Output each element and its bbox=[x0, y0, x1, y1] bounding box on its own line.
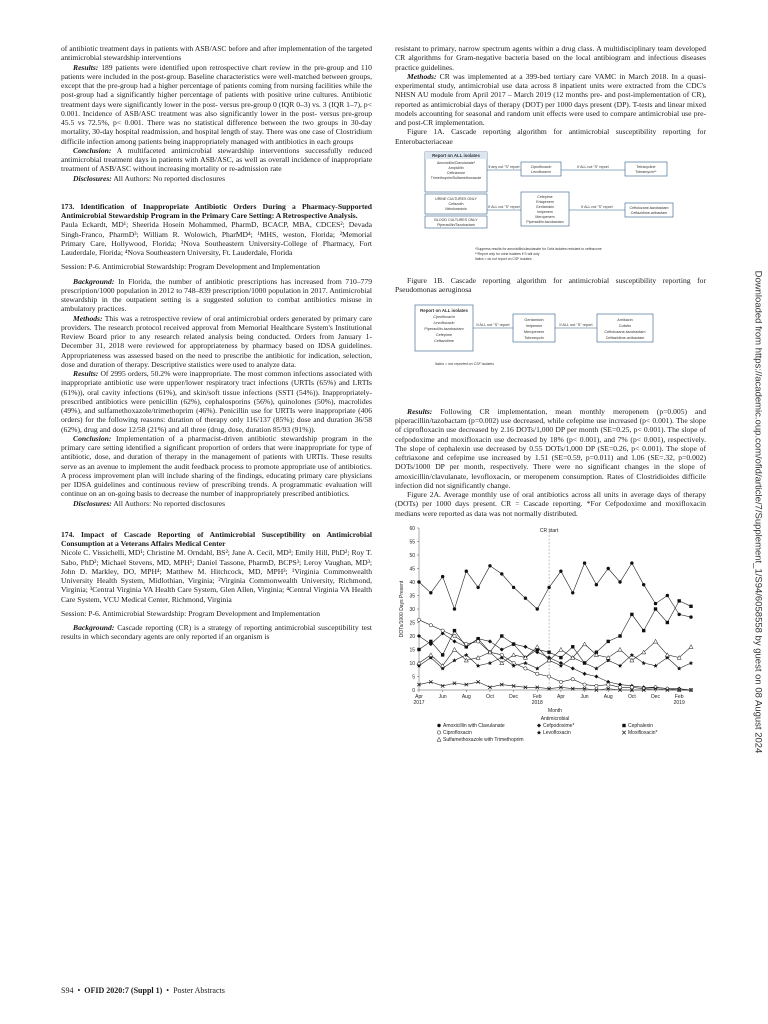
chart-point bbox=[653, 639, 657, 643]
abstract-173-title: 173. Identification of Inappropriate Antibiotic Orders During a Pharmacy-Supported Antimicrobial Stewardship Program in the Primary Care Setting: A Retrospective Analysis. bbox=[61, 201, 372, 220]
chart-point bbox=[437, 737, 441, 741]
chart-y-tick-label: 10 bbox=[409, 660, 415, 667]
chart-x-tick-year: 2018 bbox=[531, 699, 543, 706]
right-column bbox=[395, 44, 706, 758]
chart-point bbox=[429, 653, 433, 657]
abstract-173-background: Background: In Florida, the number of antibiotic prescriptions has increased from 710–779 prescription/1000 population in 2012 to 748–839 prescription/1000 population in 2017. Antimicrobial stewardship in the outpatient setting is a suggested solution to combat antibiotics misuse in ambulatory practices. bbox=[61, 276, 372, 314]
chart-point bbox=[488, 564, 491, 567]
figure-2a bbox=[395, 522, 706, 752]
chart-annotation-label: CR start bbox=[539, 527, 559, 534]
fig1a-mid2-line: Ertapenem bbox=[536, 199, 554, 204]
chart-point bbox=[666, 621, 669, 624]
chart-x-tick-label: Aug bbox=[461, 693, 471, 700]
chart-series-line bbox=[419, 633, 691, 690]
fig1b-end-line: Ceftazidime-avibactam bbox=[605, 335, 645, 340]
chart-point bbox=[677, 612, 680, 615]
fig1b-box-line: Cefepime bbox=[435, 332, 453, 337]
chart-point bbox=[500, 572, 503, 575]
chart-x-tick-label: Aug bbox=[603, 693, 613, 700]
chart-point bbox=[689, 615, 692, 618]
fig1a-footnote: Italics = do not report on CSF isolates bbox=[475, 256, 532, 261]
chart-y-tick-label: 0 bbox=[412, 687, 415, 694]
fig1b-mid-line: Gentamicin bbox=[524, 317, 544, 322]
chart-point bbox=[607, 639, 610, 642]
chart-y-tick-label: 30 bbox=[409, 606, 415, 613]
fig1b-mid-line: Meropenem bbox=[523, 329, 545, 334]
fig1b-box-line: Ciprofloxacin bbox=[433, 314, 455, 319]
chart-series-line bbox=[419, 563, 691, 617]
fig1b-end-line: Ceftolozane-tazobactam bbox=[604, 329, 646, 334]
chart-point bbox=[654, 602, 657, 605]
left-column bbox=[61, 44, 372, 642]
chart-point bbox=[500, 647, 504, 651]
chart-point bbox=[666, 594, 669, 597]
chart-point bbox=[429, 623, 432, 626]
fig1b-mid-line: Tobramycin bbox=[524, 335, 544, 340]
chart-point bbox=[441, 575, 444, 578]
chart-series-line bbox=[419, 641, 691, 665]
chart-point bbox=[453, 607, 456, 610]
fig1b-end-line: Amikacin bbox=[617, 317, 633, 322]
chart-y-tick-label: 40 bbox=[409, 579, 415, 586]
chart-y-tick-label: 60 bbox=[409, 525, 415, 532]
chart-point bbox=[583, 672, 587, 676]
chart-point bbox=[654, 607, 657, 610]
carry-background: resistant to primary, narrow spectrum agents within a drug class. A multidisciplinary team developed CR algorithms for Gram-negative bacteria based on the local antibiogram and infectious diseases practice guidelines. bbox=[395, 44, 706, 72]
abstract-173-authors: Paula Eckardt, MD¹; Sheerida Hosein Mohammed, PharmD, BCACP, MBA, CDCES²; Devada Singh-Franco, PharmD³; William R. Wolowich, PharMD⁴; ¹MHS, weston, Florida; ²Memorial Primary Care, Hollywood, Florida; ³Nova Southeastern University-College of Pharmacy, Fort Lauderdale, Florida; ⁴Nova Southeastern University, Ft. Lauderdale, Florida bbox=[61, 220, 372, 257]
fig1a-box1-line: Amoxicillin/Clavulanate* bbox=[436, 160, 476, 165]
abstract-174-methods: Methods: CR was implemented at a 399-bed tertiary care VAMC in March 2018. In a quasi-experimental study, antimicrobial use data across 8 inpatient units were extracted from the CDC's NHSN AU module from April 2017 – March 2019 (12 months pre- and post-implementation of CR), reported as antimicrobial days of therapy (DOT) per 1000 days present (DP). T-tests and linear mixed models accounting for seasonal and random unit effects were used to compare antimicrobial use pre- and post-CR implementation. bbox=[395, 71, 706, 127]
chart-point bbox=[512, 653, 516, 657]
fig1b-box-line: Ceftazidime bbox=[433, 338, 455, 343]
fig1a-arrow-1-label: If any not "S" report bbox=[488, 164, 520, 169]
chart-point bbox=[453, 634, 456, 637]
chart-point bbox=[583, 561, 586, 564]
chart-x-tick-label: Oct bbox=[486, 693, 494, 700]
figure-1a bbox=[395, 150, 706, 270]
chart-point bbox=[571, 666, 575, 670]
chart-point bbox=[417, 648, 420, 651]
page-number: S94 bbox=[61, 986, 74, 995]
chart-legend-label: Moxifloxacin* bbox=[628, 729, 658, 736]
chart-point bbox=[641, 661, 645, 665]
fig1a-arrow-3-label: If ALL not "S" report bbox=[488, 204, 520, 209]
download-watermark: Downloaded from https://academic.oup.com/ofid/article/7/Supplement_1/S94/6058558 by guest on 08 August 2024 bbox=[752, 270, 764, 754]
chart-point bbox=[583, 683, 586, 686]
figure-1b-diagram bbox=[395, 299, 706, 399]
chart-point bbox=[594, 666, 598, 670]
chart-x-tick-year: 2017 bbox=[413, 699, 425, 706]
fig1a-end2-line: Ceftazidime-avibactam bbox=[630, 210, 668, 215]
chart-legend-label: Cephalexin bbox=[628, 722, 654, 729]
fig1a-footnote: **Report only for urine isolates if S will only bbox=[475, 251, 540, 256]
chart-point bbox=[689, 661, 693, 665]
chart-point bbox=[618, 647, 622, 651]
chart-point bbox=[417, 618, 420, 621]
chart-point bbox=[488, 661, 492, 665]
fig1a-box1-line: Trimethoprim/Sulfamethoxazole bbox=[430, 175, 482, 180]
fig1a-mid2-line: Piperacillin-tazobactam bbox=[526, 219, 564, 224]
abstract-173-session: Session: P-6. Antimicrobial Stewardship: Program Development and Implementation bbox=[61, 262, 320, 272]
carry-top-text: of antibiotic treatment days in patients with ASB/ASC before and after implementation of the targeted antimicrobial stewardship interventions bbox=[61, 44, 372, 63]
chart-y-tick-label: 35 bbox=[409, 593, 415, 600]
chart-point bbox=[523, 645, 527, 649]
fig1b-box-line: Piperacillin-tazobactam bbox=[424, 326, 464, 331]
figure-2a-line-chart bbox=[395, 522, 706, 750]
chart-legend-label: Amoxicillin with Clavulanate bbox=[443, 722, 505, 729]
chart-point bbox=[452, 639, 456, 643]
fig1b-box-line: Report on ALL isolates bbox=[420, 307, 468, 313]
chart-y-tick-label: 20 bbox=[409, 633, 415, 640]
chart-x-axis-label: Month bbox=[548, 707, 562, 714]
chart-point bbox=[429, 591, 432, 594]
chart-point bbox=[594, 674, 598, 678]
chart-point bbox=[559, 680, 562, 683]
chart-point bbox=[642, 629, 645, 632]
chart-x-tick-label: Feb bbox=[674, 693, 684, 700]
chart-point bbox=[500, 634, 503, 637]
chart-point bbox=[689, 604, 692, 607]
fig1a-box3-line: BLOOD CULTURES ONLY bbox=[434, 217, 478, 222]
chart-point bbox=[524, 666, 527, 669]
fig1b-mid-line: Imipenem bbox=[525, 323, 543, 328]
chart-series-line bbox=[419, 601, 691, 663]
fig1a-box1-line: Ceftriaxone bbox=[446, 170, 466, 175]
abstract-174-background: Background: Cascade reporting (CR) is a strategy of reporting antimicrobial susceptibility test results in which secondary agents are only reported if an organism is bbox=[61, 623, 372, 642]
fig1a-box2-line: Nitrofurantoin bbox=[445, 206, 467, 211]
journal-name: OFID 2020:7 (Suppl 1) bbox=[84, 986, 163, 995]
figure-2a-caption: Figure 2A. Average monthly use of oral antibiotics across all units in average days of therapy (DOTs) per 1000 days present. CR = Cascade reporting. *For Cefpodoxime and moxifloxacin medians were reported as data was not normally distributed. bbox=[395, 490, 706, 518]
abstract-174-authors: Nicole C. Vissichelli, MD¹; Christine M. Orndahl, BS²; Jane A. Cecil, MD³; Emily Hill, PhD²; Roy T. Sabo, PhD²; Michael Stevens, MD, MPH¹; Daniel Tassone, PharmD, BCPS³; Leroy Vaughan, MD³; John D. Markley, DO, MPH⁴; Matthew M. Hitchcock, MD, MPH³; ¹Virginia Commonwealth University Health System, Midlothian, Virginia; ²Virginia Commonwealth University, Richmond, Virginia; ³Central Virginia VA Health Care System, Glen Allen, Virginia; ⁴Central Virginia VA Health Care System, VCU Medical Center, Richmond, Virginia bbox=[61, 548, 372, 604]
figure-1a-diagram bbox=[395, 150, 706, 268]
chart-point bbox=[465, 569, 468, 572]
chart-point bbox=[547, 675, 550, 678]
chart-point bbox=[618, 580, 621, 583]
chart-point bbox=[689, 645, 693, 649]
chart-y-tick-label: 15 bbox=[409, 647, 415, 654]
chart-point bbox=[441, 653, 444, 656]
chart-point bbox=[607, 567, 610, 570]
chart-point bbox=[630, 612, 633, 615]
carry-disclosures: Disclosures: All Authors: No reported disclosures bbox=[73, 173, 226, 183]
chart-point bbox=[535, 645, 539, 649]
chart-point bbox=[653, 663, 657, 667]
fig1a-box1-title: Report on ALL isolates bbox=[432, 152, 480, 158]
fig1a-footnote: *Suppress results for amoxicillin/clavulanate for Cefa isolates resistant to ceftriaxone bbox=[475, 246, 602, 251]
chart-point bbox=[547, 585, 550, 588]
chart-legend-label: Cefpodoxime* bbox=[543, 722, 575, 729]
chart-legend-label: Sulfamethoxazole with Trimethoprim bbox=[443, 736, 524, 743]
fig1a-mid2-line: Meropenem bbox=[535, 214, 555, 219]
chart-y-tick-label: 50 bbox=[409, 552, 415, 559]
abstract-173-conclusion: Conclusion: Implementation of a pharmacist-driven antibiotic stewardship program in the primary care setting identified a significant proportion of orders that were inappropriate for type of antibiotic, dose, and duration of therapy in the management of patients with URTIs. These results serve as an avenue to implement the audit feedback process to promote appropriate use of antibiotics. A process improvement plan will include sharing of the findings, educating primary care physicians per IDSA guidelines and continuous review of prescribing trends. A programmatic evaluation will continue on an on-going basis to decrease the number of inappropriately prescribed antibiotics. bbox=[61, 433, 372, 499]
fig1b-end-line: Colistin bbox=[618, 323, 632, 328]
chart-point bbox=[559, 647, 563, 651]
carry-results: Results: 189 patients were identified upon retrospective chart review in the pre-group and 110 patients were included in the post-group. Baseline characteristics were well-matched between groups, except that the pre-group had a higher percentage of patients coming from nursing facilities while the post-group had a significantly higher percentage of patients with positive urine cultures. Antibiotic treatment days were significantly lower in the post- versus pre-group 0 (IQR 0–3) vs. 3 (IQR 1–7), p< 0.001. Incidence of ASB/ASC treatment was also significantly lower in the post- versus pre-group 45.5 vs 72.5%, p< 0.001. There was no statistical difference between the two groups in 30-day mortality, 30-day hospital readmission, and hospital length of stay. There was one case of Clostridium difficile infection among patients being inappropriately managed with antibiotics in each groups bbox=[61, 62, 372, 146]
chart-point bbox=[630, 561, 633, 564]
chart-point bbox=[559, 656, 562, 659]
chart-point bbox=[476, 639, 479, 642]
chart-point bbox=[523, 661, 527, 665]
chart-point bbox=[512, 642, 515, 645]
fig1a-mid2-line: Cefepime bbox=[537, 194, 553, 199]
figure-1b-caption: Figure 1B. Cascade reporting algorithm for antimicrobial susceptibility reporting for Pseudomonas aeruginosa bbox=[395, 276, 706, 295]
chart-point bbox=[437, 731, 440, 734]
chart-point bbox=[571, 591, 574, 594]
chart-y-tick-label: 55 bbox=[409, 539, 415, 546]
chart-x-tick-label: Feb bbox=[532, 693, 542, 700]
chart-y-tick-label: 25 bbox=[409, 620, 415, 627]
chart-point bbox=[453, 629, 456, 632]
chart-point bbox=[642, 583, 645, 586]
fig1b-footnote: Italics = not reported on CSF isolates bbox=[435, 361, 494, 366]
chart-point bbox=[559, 663, 563, 667]
fig1b-arrow-2-label: If ALL not "S" report bbox=[559, 322, 593, 327]
fig1a-box2-line: URINE CULTURES ONLY bbox=[435, 196, 477, 201]
chart-point bbox=[536, 607, 539, 610]
chart-point bbox=[583, 642, 587, 646]
chart-x-tick-label: Dec bbox=[651, 693, 660, 700]
figure-1b bbox=[395, 299, 706, 401]
chart-point bbox=[429, 639, 432, 642]
chart-point bbox=[465, 642, 468, 645]
chart-x-tick-label: Jun bbox=[580, 693, 589, 700]
fig1a-mid1-line: Levofloxacin bbox=[531, 169, 551, 174]
chart-point bbox=[618, 634, 621, 637]
chart-x-tick-label: Apr bbox=[415, 693, 423, 700]
chart-point bbox=[571, 677, 574, 680]
page-footer: S94 • OFID 2020:7 (Suppl 1) • Poster Abstracts bbox=[61, 986, 225, 995]
chart-point bbox=[476, 585, 479, 588]
fig1a-end1-line: Tobramycin** bbox=[635, 169, 657, 174]
fig1a-box1-line: Ampicillin bbox=[448, 165, 464, 170]
chart-point bbox=[417, 580, 420, 583]
fig1b-box-line: Levofloxacin bbox=[433, 320, 455, 325]
chart-series-line bbox=[419, 655, 691, 669]
section-name: Poster Abstracts bbox=[173, 986, 225, 995]
fig1b-arrow-1-label: If ALL not "S" report bbox=[476, 322, 510, 327]
fig1a-mid2-line: Gentamicin bbox=[535, 204, 555, 209]
chart-point bbox=[536, 672, 539, 675]
abstract-174-session: Session: P-6. Antimicrobial Stewardship: Program Development and Implementation bbox=[61, 608, 320, 618]
chart-point bbox=[452, 647, 456, 651]
chart-point bbox=[476, 655, 480, 659]
fig1a-arrow-4-label: If ALL not "S" report bbox=[581, 204, 613, 209]
chart-x-tick-label: Jun bbox=[438, 693, 447, 700]
chart-point bbox=[677, 599, 680, 602]
abstract-174-title: 174. Impact of Cascade Reporting of Antimicrobial Susceptibility on Antimicrobial Consumption at a Veterans Affairs Medical Center bbox=[61, 529, 372, 548]
chart-point bbox=[595, 583, 598, 586]
chart-point bbox=[622, 731, 625, 734]
chart-point bbox=[607, 683, 610, 686]
chart-point bbox=[535, 666, 539, 670]
chart-point bbox=[547, 650, 550, 653]
chart-point bbox=[622, 724, 625, 727]
chart-y-tick-label: 5 bbox=[412, 674, 415, 681]
chart-series-line bbox=[419, 682, 691, 690]
fig1a-mid1-line: Ciprofloxacin bbox=[530, 164, 552, 169]
chart-x-tick-label: Oct bbox=[627, 693, 636, 700]
fig1a-box2-line: Cefazolin bbox=[448, 201, 464, 206]
abstract-173-disclosures: Disclosures: All Authors: No reported disclosures bbox=[73, 498, 226, 508]
chart-x-tick-label: Dec bbox=[509, 693, 519, 700]
fig1a-arrow-2-label: If ALL not "S" report bbox=[577, 164, 609, 169]
abstract-173-methods: Methods: This was a retrospective review of oral antimicrobial orders generated by primary care providers. The research protocol received approval from Memorial Healthcare System's Institutional Review Board prior to any research related analysis being conducted. Orders from January 1-December 31, 2018 were reviewed for appropriateness by pharmacy based on IDSA guidelines. Appropriateness was assessed based on the need to prescribe the antibiotic for indication, selection, dose and duration of therapy. Descriptive statistics were used to analyze data. bbox=[61, 313, 373, 369]
chart-point bbox=[524, 596, 527, 599]
chart-point bbox=[512, 585, 515, 588]
chart-point bbox=[571, 645, 574, 648]
abstract-174-results: Results: Following CR implementation, mean monthly meropenem (p=0.005) and piperacillin/tazobactam (p=0.002) use decreased, while cefepime use increased (p< 0.001). The slope of ciprofloxacin use decreased by 2.16 DOTs/1,000 DP per month (SE=0.25, p< 0.001). The slope of cefpodoxime and moxifloxacin use decreased by 18% (p< 0.001), and 7% (p< 0.001), respectively. The slope of cephalexin use decreased by 0.55 DOTs/1,000 DP (SE=0.26, p< 0.001). The slope of ceftriaxone and cefepime use increased by 1.51 (SE=0.59, p=0.011) and 1.06 (SE=.32, p=0.002) DOTs/1000 DP per month, respectively. There were no significant changes in the slope of amoxicillin/clavulanate, levofloxacin, or meropenem consumption. Rates of Clostridioides difficile infection did not significantly change. bbox=[395, 406, 706, 490]
chart-y-tick-label: 45 bbox=[409, 566, 415, 573]
fig1a-box3-line: Piperacillin/Tazobactam bbox=[437, 222, 475, 227]
fig1a-end2-line: Ceftolozane-tazobactam bbox=[629, 205, 669, 210]
chart-point bbox=[595, 684, 598, 687]
chart-y-axis-label: DOTs/1000 Days Present bbox=[399, 580, 405, 637]
chart-legend-title: Antimicrobial bbox=[540, 715, 570, 722]
chart-point bbox=[488, 639, 492, 643]
chart-point bbox=[537, 723, 541, 727]
chart-point bbox=[437, 724, 440, 727]
chart-point bbox=[441, 629, 444, 632]
chart-x-tick-year: 2019 bbox=[673, 699, 685, 706]
chart-x-tick-label: Apr bbox=[557, 693, 565, 700]
figure-1a-caption: Figure 1A. Cascade reporting algorithm for antimicrobial susceptibility reporting for Enterobacteriaceae bbox=[395, 127, 706, 146]
chart-legend-label: Levofloxacin bbox=[543, 729, 571, 736]
fig1a-end1-line: Tetracycline bbox=[636, 164, 656, 169]
chart-point bbox=[537, 730, 541, 734]
chart-point bbox=[559, 569, 562, 572]
carry-conclusion: Conclusion: A multifaceted antimicrobial stewardship interventions successfully reduced antimicrobial treatment days in patients with ASB/ASC, as well as overall incidence of inappropriate treatment of ASB/ASC without increasing mortality or re-admission rate bbox=[61, 145, 372, 174]
chart-point bbox=[417, 634, 421, 638]
abstract-173-results: Results: Of 2995 orders, 50.2% were inappropriate. The most common infections associated with inappropriate antibiotic use were upper/lower respiratory tract infections (URTIs (65%) and LRTIs (61%)), oral cavity infections (61%), and skin/soft tissue infections (SSTI (54%)). Inappropriately-prescribed antibiotics were penicillin (62%), cephalosporins (56%), quinolones (50%), macrolides (49%), and sulfamethoxazole/trimethoprim (46%). Penicillin use for URTIs were inappropriate (406 orders) for the following reasons: duration of therapy only 116/137 (85%); dose and duration 36/58 (62%), drug and dose 12/58 (21%) and all three (drug, dose, duration 85/93 (91%)). bbox=[61, 369, 372, 434]
fig1a-mid2-line: Imipenem bbox=[537, 209, 553, 214]
chart-legend-label: Ciprofloxacin bbox=[443, 729, 472, 736]
